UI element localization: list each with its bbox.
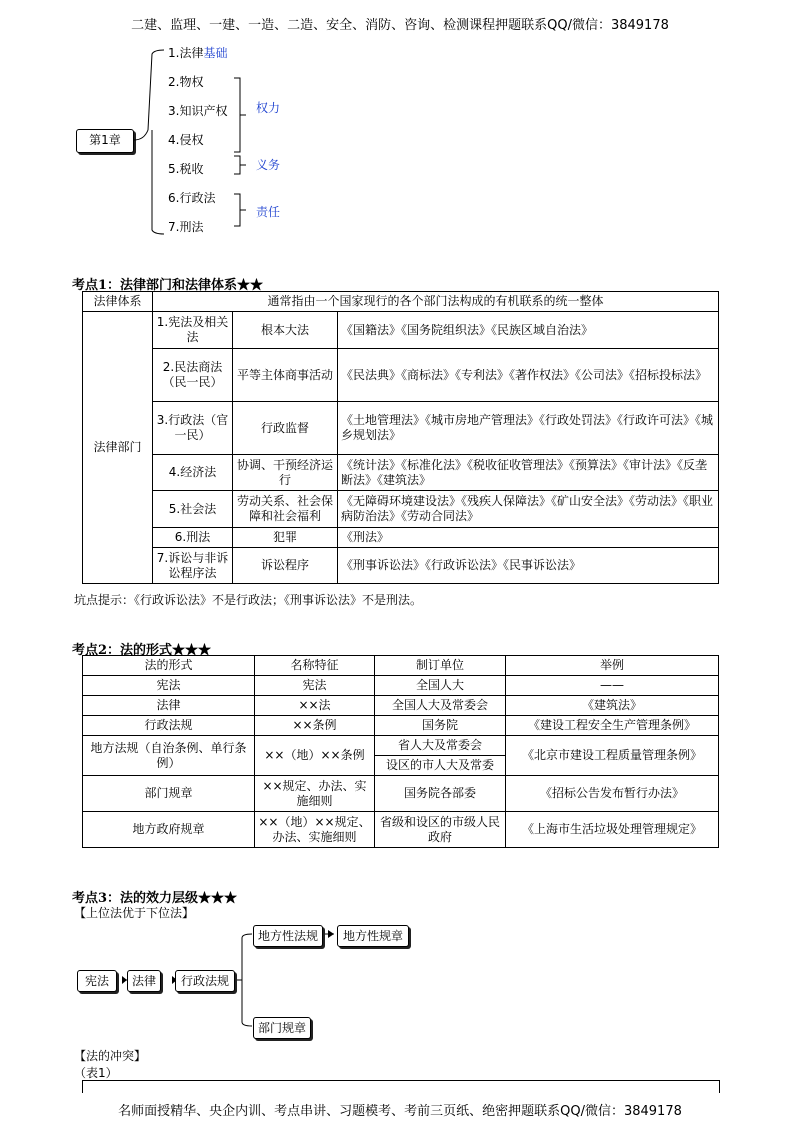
section1-note: 坑点提示：《行政诉讼法》不是行政法；《刑事诉讼法》不是刑法。 bbox=[74, 593, 423, 607]
mindmap-item-2: 2.物权 bbox=[168, 75, 204, 89]
feature-cell: 诉讼程序 bbox=[233, 548, 338, 584]
box-department-rule: 部门规章 bbox=[253, 1017, 311, 1039]
row0-value: 通常指由一个国家现行的各个部门法构成的有机联系的统一整体 bbox=[153, 292, 719, 312]
laws-cell: 《国籍法》《国务院组织法》《民族区域自治法》 bbox=[338, 312, 719, 349]
table-cell: 《上海市生活垃圾处理管理规定》 bbox=[506, 812, 719, 848]
dept-cell: 7.诉讼与非诉讼程序法 bbox=[153, 548, 233, 584]
table-cell: —— bbox=[506, 676, 719, 696]
page-footer: 名师面授精华、央企内训、考点串讲、习题模考、考前三页纸、绝密押题联系QQ/微信：3849178 bbox=[118, 1104, 682, 1119]
box-constitution: 宪法 bbox=[77, 970, 117, 992]
mindmap-item-1: 1.法律基础 bbox=[168, 46, 228, 60]
table-cell: 宪法 bbox=[83, 676, 255, 696]
laws-cell: 《刑事诉讼法》《行政诉讼法》《民事诉讼法》 bbox=[338, 548, 719, 584]
mindmap-item-3: 3.知识产权 bbox=[168, 104, 228, 118]
table-cell: 《建筑法》 bbox=[506, 696, 719, 716]
table1-label: （表1） bbox=[74, 1066, 118, 1080]
table-cell: 全国人大 bbox=[375, 676, 506, 696]
box-admin-regulation: 行政法规 bbox=[175, 970, 235, 992]
laws-cell: 《民法典》《商标法》《专利法》《著作权法》《公司法》《招标投标法》 bbox=[338, 349, 719, 402]
mindmap-item-4: 4.侵权 bbox=[168, 133, 204, 147]
table-cell: 省人大及常委会 bbox=[375, 736, 506, 756]
section3-title: 考点3：法的效力层级★★★ bbox=[72, 891, 238, 906]
feature-cell: 犯罪 bbox=[233, 528, 338, 548]
table-cell: ××条例 bbox=[255, 716, 375, 736]
header-cell: 法的形式 bbox=[83, 656, 255, 676]
header-cell: 名称特征 bbox=[255, 656, 375, 676]
dept-cell: 3.行政法（官一民） bbox=[153, 402, 233, 455]
feature-cell: 行政监督 bbox=[233, 402, 338, 455]
laws-cell: 《刑法》 bbox=[338, 528, 719, 548]
table-cell: 国务院各部委 bbox=[375, 776, 506, 812]
table-cell: 《建设工程安全生产管理条例》 bbox=[506, 716, 719, 736]
table-cell: 宪法 bbox=[255, 676, 375, 696]
group-label-liability: 责任 bbox=[256, 205, 281, 219]
table-cell: 行政法规 bbox=[83, 716, 255, 736]
dept-cell: 4.经济法 bbox=[153, 455, 233, 491]
table-cell: 全国人大及常委会 bbox=[375, 696, 506, 716]
dept-cell: 6.刑法 bbox=[153, 528, 233, 548]
laws-cell: 《无障碍环境建设法》《残疾人保障法》《矿山安全法》《劳动法》《职业病防治法》《劳动合同法》 bbox=[338, 491, 719, 528]
group-label-power: 权力 bbox=[256, 101, 281, 115]
section3-subtitle: 【上位法优于下位法】 bbox=[74, 906, 195, 920]
mindmap-item-7: 7.刑法 bbox=[168, 220, 204, 234]
dept-cell: 2.民法商法（民一民） bbox=[153, 349, 233, 402]
table-cell: ××法 bbox=[255, 696, 375, 716]
section1-title: 考点1：法律部门和法律体系★★ bbox=[72, 278, 264, 293]
row0-label: 法律体系 bbox=[83, 292, 153, 312]
header-cell: 举例 bbox=[506, 656, 719, 676]
laws-cell: 《土地管理法》《城市房地产管理法》《行政处罚法》《行政许可法》《城乡规划法》 bbox=[338, 402, 719, 455]
group-label-duty: 义务 bbox=[256, 158, 281, 172]
table-cell: ××规定、办法、实施细则 bbox=[255, 776, 375, 812]
feature-cell: 根本大法 bbox=[233, 312, 338, 349]
laws-cell: 《统计法》《标准化法》《税收征收管理法》《预算法》《审计法》《反垄断法》《建筑法》 bbox=[338, 455, 719, 491]
table1-top-edge bbox=[82, 1080, 720, 1093]
conflict-heading: 【法的冲突】 bbox=[74, 1049, 147, 1063]
box-law: 法律 bbox=[127, 970, 161, 992]
dept-cell: 1.宪法及相关法 bbox=[153, 312, 233, 349]
page-header: 二建、监理、一建、一造、二造、安全、消防、咨询、检测课程押题联系QQ/微信：3849178 bbox=[131, 18, 669, 33]
mindmap-item-6: 6.行政法 bbox=[168, 191, 216, 205]
mindmap-item-5: 5.税收 bbox=[168, 162, 204, 176]
table-cell: 《招标公告发布暂行办法》 bbox=[506, 776, 719, 812]
box-local-rule: 地方性规章 bbox=[337, 925, 409, 947]
table-cell: 法律 bbox=[83, 696, 255, 716]
side-label: 法律部门 bbox=[83, 312, 153, 584]
table-cell: 省级和设区的市级人民政府 bbox=[375, 812, 506, 848]
chapter-root-box: 第1章 bbox=[76, 129, 134, 153]
feature-cell: 平等主体商事活动 bbox=[233, 349, 338, 402]
table-cell: ××（地）××规定、办法、实施细则 bbox=[255, 812, 375, 848]
table-cell: 《北京市建设工程质量管理条例》 bbox=[506, 736, 719, 776]
header-cell: 制订单位 bbox=[375, 656, 506, 676]
table-cell: 部门规章 bbox=[83, 776, 255, 812]
section2-title: 考点2：法的形式★★★ bbox=[72, 643, 212, 658]
section2-table bbox=[82, 655, 719, 848]
table-cell: ××（地）××条例 bbox=[255, 736, 375, 776]
section1-table bbox=[82, 291, 719, 584]
feature-cell: 协调、干预经济运行 bbox=[233, 455, 338, 491]
table-cell: 设区的市人大及常委 bbox=[375, 756, 506, 776]
box-local-regulation: 地方性法规 bbox=[253, 925, 323, 947]
table-cell: 国务院 bbox=[375, 716, 506, 736]
dept-cell: 5.社会法 bbox=[153, 491, 233, 528]
table-cell: 地方法规（自治条例、单行条例） bbox=[83, 736, 255, 776]
table-cell: 地方政府规章 bbox=[83, 812, 255, 848]
feature-cell: 劳动关系、社会保障和社会福利 bbox=[233, 491, 338, 528]
